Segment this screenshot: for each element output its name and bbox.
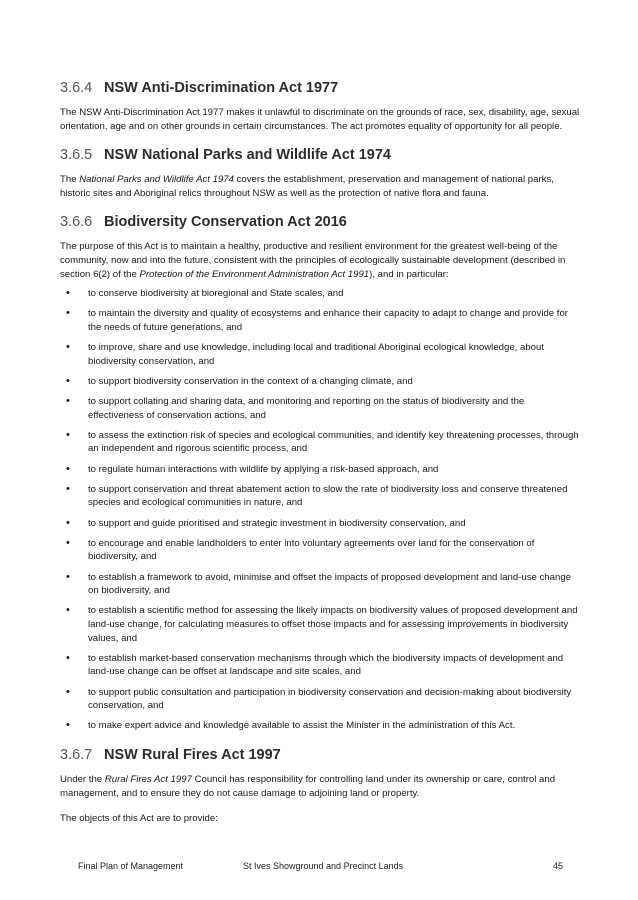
section-paragraph bbox=[60, 173, 580, 200]
list-item: • to establish market-based conservation mechanisms through which the biodiversity impacts of development and land-use change can be offset at landscape and site scales, and bbox=[60, 652, 580, 679]
section-heading bbox=[60, 745, 580, 765]
section-paragraph bbox=[60, 773, 580, 800]
text-run: Under the bbox=[60, 773, 105, 785]
section-number: 3.6.6 bbox=[60, 214, 93, 231]
section-title: NSW Anti-Discrimination Act 1977 bbox=[104, 80, 339, 96]
text-run: The purpose of this Act is to maintain a healthy, productive and resilient environment for the greatest well-being of the community, now and into the future, consistent with the principles of ecologically sustainable development (described in section 6(2) of the bbox=[60, 241, 566, 280]
section-number: 3.6.4 bbox=[60, 80, 93, 96]
section-title: NSW National Parks and Wildlife Act 1974 bbox=[104, 147, 391, 164]
section-heading bbox=[60, 145, 580, 165]
section-number: 3.6.7 bbox=[60, 746, 93, 763]
text-run: Council has responsibility for controlling land under its ownership or care, control and management, and to ensure they do not cause damage to adjoining land or property. bbox=[60, 773, 556, 799]
list-item: • to encourage and enable landholders to enter into voluntary agreements over land for the conservation of biodiversity, and bbox=[60, 537, 580, 564]
section-paragraph-2: The objects of this Act are to provide: bbox=[60, 813, 218, 825]
list-item: • to support biodiversity conservation in the context of a changing climate, and bbox=[60, 375, 580, 389]
list-item: • to improve, share and use knowledge, including local and traditional Aboriginal ecological knowledge, about biodiversity conservation, and bbox=[60, 341, 580, 368]
page-number: 45 bbox=[553, 861, 564, 871]
list-item: • to maintain the diversity and quality of ecosystems and enhance their capacity to adapt to change and provide for the needs of future generations, and bbox=[60, 307, 580, 334]
section-biodiversity bbox=[60, 212, 580, 733]
section-rural-fires bbox=[60, 745, 580, 826]
list-item: • to assess the extinction risk of species and ecological communities, and identify key threatening processes, through an independent and rigorous scientific process, and bbox=[60, 429, 580, 456]
italic-act-name: Protection of the Environment Administration Act 1991 bbox=[139, 268, 370, 280]
section-national-parks bbox=[60, 145, 580, 200]
list-item: • to conserve biodiversity at bioregional and State scales, and bbox=[60, 287, 580, 301]
list-item: • to make expert advice and knowledge available to assist the Minister in the administration of this Act. bbox=[60, 719, 580, 733]
list-item: • to establish a framework to avoid, minimise and offset the impacts of proposed development and land-use change on biodiversity, and bbox=[60, 571, 580, 598]
text-run: The bbox=[60, 174, 80, 186]
section-heading bbox=[60, 212, 580, 232]
section-paragraph: The NSW Anti-Discrimination Act 1977 makes it unlawful to discriminate on the grounds of race, sex, disability, age, sexual orientation, age and on other grounds in certain circumstances. The act promotes equality of opportunity for all people. bbox=[60, 107, 580, 132]
list-item: • to support public consultation and participation in biodiversity conservation and decision-making about biodiversity conservation, and bbox=[60, 686, 580, 713]
list-item: • to establish a scientific method for assessing the likely impacts on biodiversity values of proposed development and land-use change, for calculating measures to offset those impacts and for assessing improvements in biodiversity values, and bbox=[60, 604, 580, 645]
section-title: Biodiversity Conservation Act 2016 bbox=[104, 214, 347, 231]
section-paragraph bbox=[60, 240, 580, 281]
list-item: • to regulate human interactions with wildlife by applying a risk-based approach, and bbox=[60, 463, 580, 477]
text-run: ), and in particular: bbox=[369, 268, 449, 280]
section-title: NSW Rural Fires Act 1997 bbox=[104, 746, 281, 763]
text-run: covers the establishment, preservation and management of national parks, historic sites and Aboriginal relics throughout NSW as well as the protection of native flora and fauna. bbox=[60, 174, 554, 199]
section-heading bbox=[60, 78, 580, 98]
list-item: • to support and guide prioritised and strategic investment in biodiversity conservation, and bbox=[60, 517, 580, 531]
italic-act-name: Rural Fires Act 1997 bbox=[104, 773, 192, 785]
section-number: 3.6.5 bbox=[60, 147, 93, 164]
list-item: • to support conservation and threat abatement action to slow the rate of biodiversity loss and conserve threatened species and ecological communities in nature, and bbox=[60, 483, 580, 510]
italic-act-name: National Parks and Wildlife Act 1974 bbox=[79, 174, 234, 186]
list-item: • to support collating and sharing data, and monitoring and reporting on the status of biodiversity and the effectiveness of conservation actions, and bbox=[60, 395, 580, 422]
section-anti-discrimination bbox=[60, 78, 580, 133]
footer-site-name: St Ives Showground and Precinct Lands bbox=[243, 861, 404, 871]
document-page bbox=[60, 78, 580, 838]
purpose-list bbox=[60, 287, 580, 733]
footer-document-title: Final Plan of Management bbox=[78, 861, 184, 871]
